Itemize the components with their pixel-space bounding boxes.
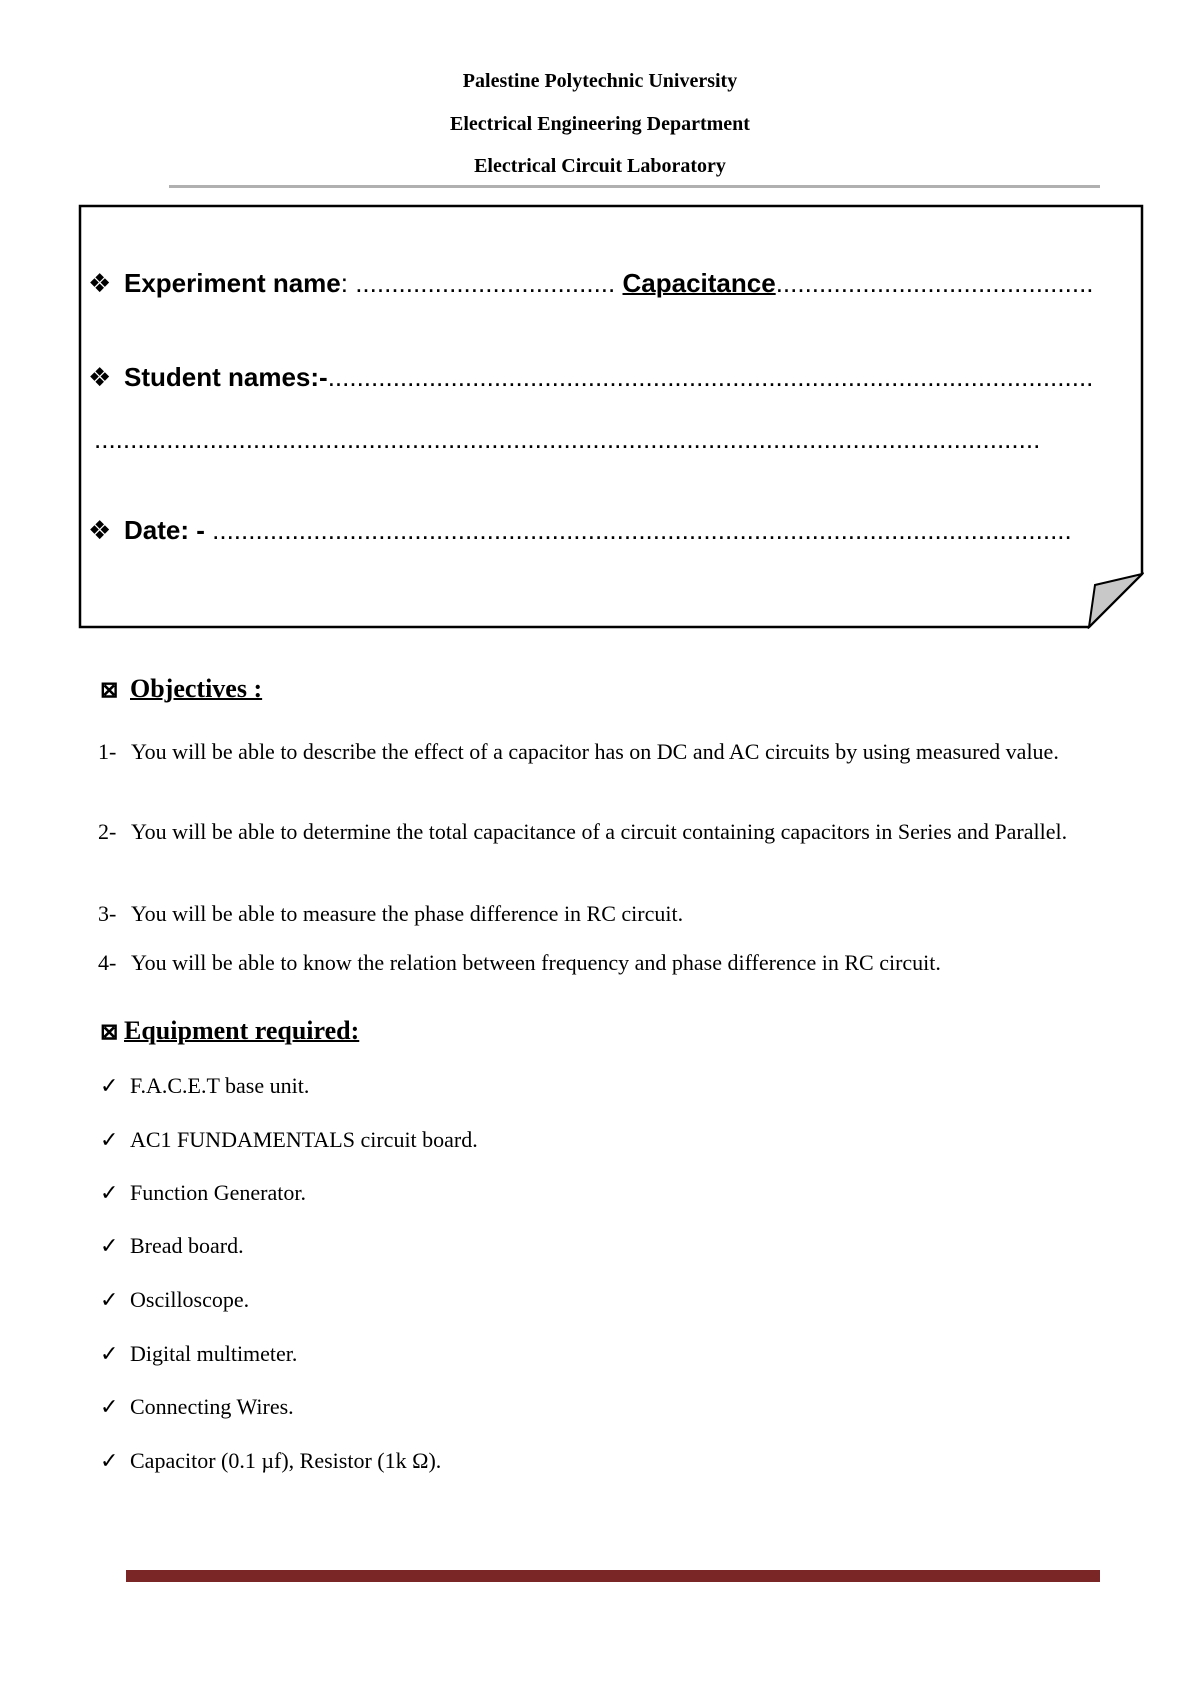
equipment-title: Equipment required: — [124, 1016, 360, 1045]
objective-number: 4- — [98, 950, 117, 975]
check-mark-icon: ✓ — [100, 1287, 119, 1312]
diamond-bullet-icon: ❖ — [88, 268, 112, 298]
check-mark-icon: ✓ — [100, 1073, 119, 1098]
equipment-text: Bread board. — [130, 1233, 244, 1258]
department-name: Electrical Engineering Department — [450, 113, 750, 135]
experiment-name-field — [88, 268, 1094, 299]
objective-text: You will be able to describe the effect of a capacitor has on DC and AC circuits by using measured value. — [131, 739, 1059, 764]
equipment-item — [100, 1180, 306, 1206]
check-mark-icon: ✓ — [100, 1448, 119, 1473]
equipment-item — [100, 1287, 249, 1313]
student-names-label: Student names:- — [124, 362, 328, 392]
equipment-item — [100, 1448, 441, 1474]
experiment-name-label: Experiment name — [124, 268, 341, 298]
objective-item — [98, 816, 1110, 848]
student-names-line2 — [94, 424, 1040, 455]
equipment-item — [100, 1341, 297, 1367]
check-mark-icon: ✓ — [100, 1341, 119, 1366]
student-names-dots: .......................................................................................................... — [327, 362, 1094, 392]
objective-number: 2- — [98, 819, 117, 844]
experiment-dots-before: .................................... — [355, 268, 616, 298]
check-mark-icon: ✓ — [100, 1180, 119, 1205]
objective-text: You will be able to determine the total capacitance of a circuit containing capacitors in Series and Parallel. — [131, 819, 1068, 844]
objective-number: 3- — [98, 901, 117, 926]
checkbox-x-icon: ⊠ — [100, 1019, 119, 1044]
student-names-dots-line2: ................................................................................................................................... — [94, 424, 1041, 454]
student-names-field — [88, 362, 1093, 393]
equipment-text: Function Generator. — [130, 1180, 306, 1205]
equipment-text: Oscilloscope. — [130, 1287, 250, 1312]
equipment-item — [100, 1127, 478, 1153]
footer-bar — [126, 1570, 1100, 1582]
equipment-item — [100, 1073, 309, 1099]
objective-item — [98, 736, 1110, 768]
check-mark-icon: ✓ — [100, 1127, 119, 1152]
equipment-heading — [100, 1016, 359, 1046]
experiment-name-value: Capacitance — [622, 268, 776, 298]
diamond-bullet-icon: ❖ — [88, 362, 112, 392]
equipment-item — [100, 1233, 244, 1259]
check-mark-icon: ✓ — [100, 1233, 119, 1258]
equipment-text: Connecting Wires. — [130, 1394, 294, 1419]
equipment-text: Digital multimeter. — [130, 1341, 298, 1366]
equipment-text: F.A.C.E.T base unit. — [130, 1073, 310, 1098]
university-name: Palestine Polytechnic University — [462, 70, 738, 92]
experiment-colon: : — [340, 268, 356, 298]
date-dots: ....................................................................................................................... — [212, 515, 1072, 545]
objectives-title: Objectives : — [130, 674, 263, 703]
diamond-bullet-icon: ❖ — [88, 515, 112, 545]
objective-text: You will be able to measure the phase difference in RC circuit. — [131, 901, 684, 926]
experiment-dots-after: ............................................ — [775, 268, 1094, 298]
header-divider — [169, 185, 1100, 188]
checkbox-x-icon: ⊠ — [100, 677, 119, 702]
equipment-text: Capacitor (0.1 µf), Resistor (1k Ω). — [130, 1448, 442, 1473]
objective-text: You will be able to know the relation between frequency and phase difference in RC circuit. — [131, 950, 941, 975]
check-mark-icon: ✓ — [100, 1394, 119, 1419]
objective-item — [98, 947, 1110, 979]
date-label: Date: - — [124, 515, 213, 545]
objective-number: 1- — [98, 739, 117, 764]
equipment-item — [100, 1394, 294, 1420]
lab-name: Electrical Circuit Laboratory — [474, 155, 726, 177]
objective-item — [98, 898, 1110, 930]
date-field — [88, 515, 1072, 546]
objectives-heading — [100, 674, 262, 704]
equipment-text: AC1 FUNDAMENTALS circuit board. — [130, 1127, 478, 1152]
